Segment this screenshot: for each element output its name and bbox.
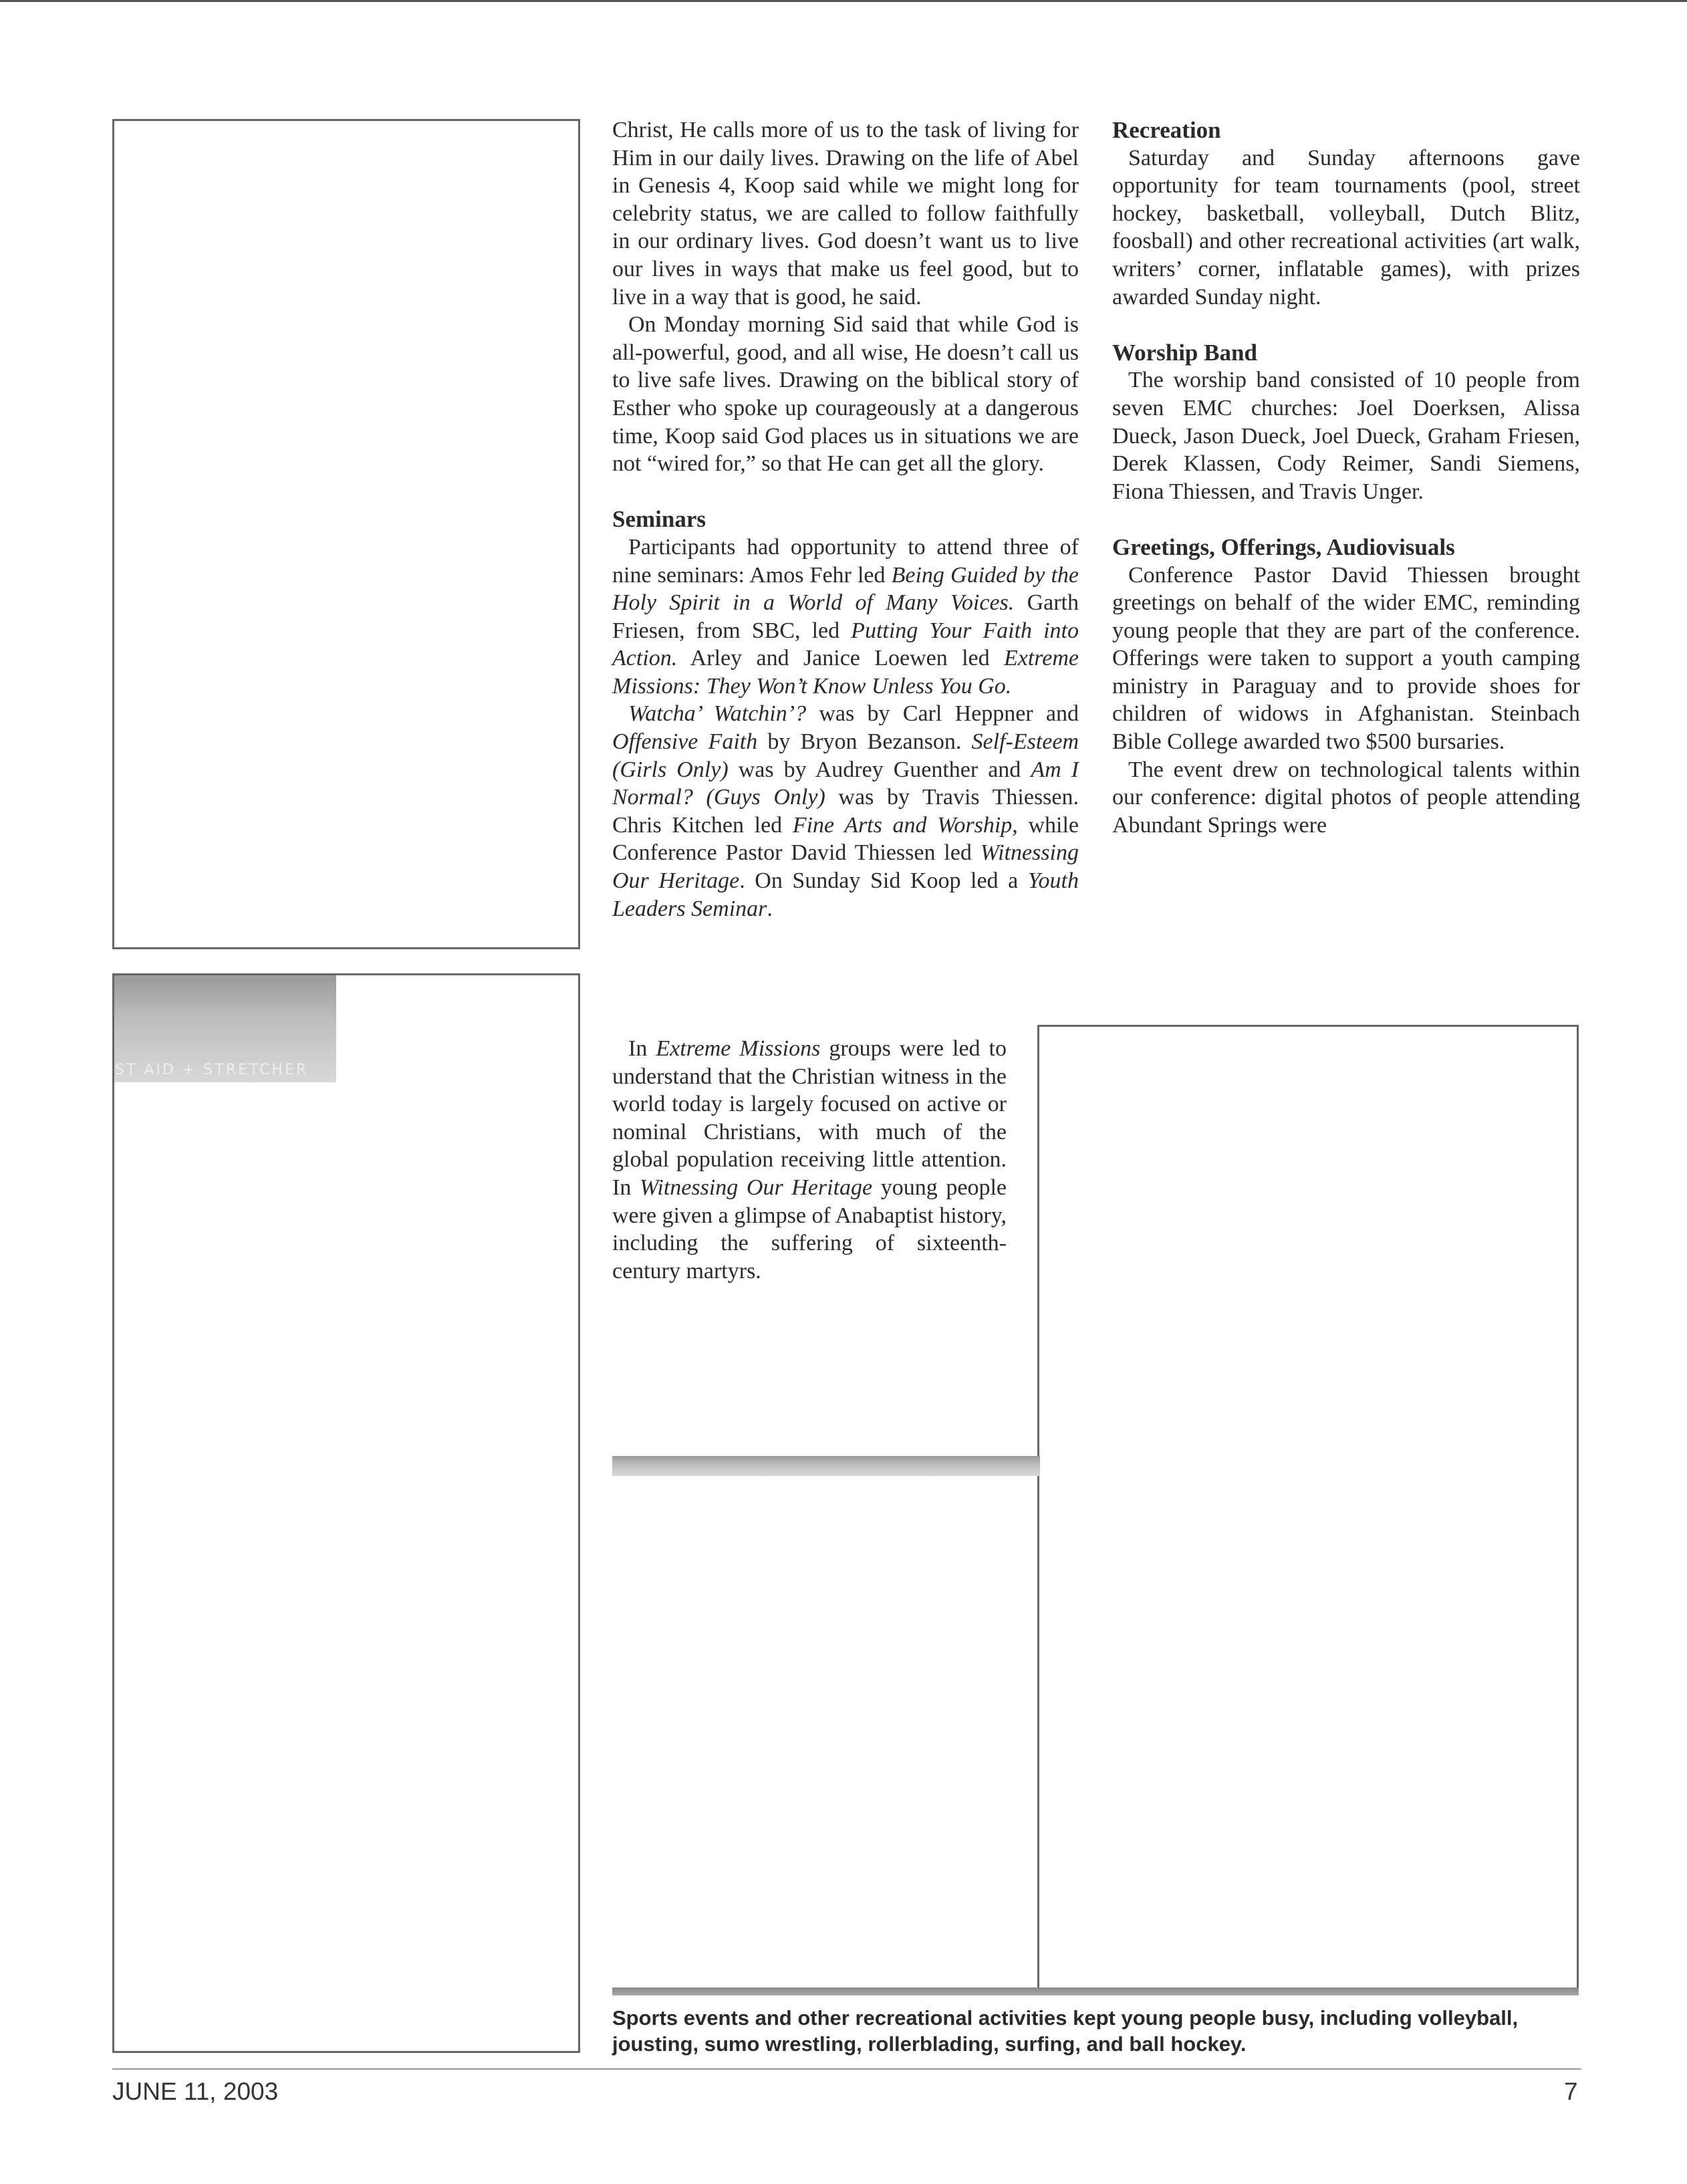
paragraph: Participants had opportunity to attend three of nine seminars: Amos Fehr led Being Guided by the Holy Spirit in a World of Many Voices. Garth Friesen, from SBC, led Putting Your Faith into Action. Arley and Janice Loewen led Extreme Missions: They Won’t Know Unless You Go. xyxy=(612,534,1079,699)
paragraph: Conference Pastor David Thiessen brought greetings on behalf of the wider EMC, reminding young people that they are part of the conference. Offerings were taken to support a youth camping ministry in Paraguay and to provide shoes for children of widows in Afghanistan. Steinbach Bible College awarded two $500 bursaries. xyxy=(1112,562,1580,755)
photo-caption: Sports events and other recreational activities kept young people busy, including volleyball, jousting, sumo wrestling, rollerblading, surfing, and ball hockey. xyxy=(612,2006,1519,2056)
photo-sign-text: ST AID + STRETCHER xyxy=(115,1062,309,1078)
paragraph: Saturday and Sunday afternoons gave opportunity for team tournaments (pool, street hockey, basketball, volleyball, Dutch Blitz, foosball) and other recreational activities (art walk, writers’ corner, inflatable games), with prizes awarded Sunday night. xyxy=(1112,145,1580,310)
top-edge-line xyxy=(0,0,1687,2)
paragraph: The event drew on technological talents within our conference: digital photos of people attending Abundant Springs were xyxy=(1112,757,1580,838)
article-column-middle-continued xyxy=(612,1035,1007,1285)
photo-frame-bottom-right xyxy=(1037,1025,1579,1995)
section-heading-greetings: Greetings, Offerings, Audiovisuals xyxy=(1112,533,1455,560)
article-column-right xyxy=(1112,116,1580,839)
photo-frame-bottom-left xyxy=(112,973,580,2053)
paragraph: The worship band consisted of 10 people from seven EMC churches: Joel Doerksen, Alissa Dueck, Jason Dueck, Joel Dueck, Graham Friesen, Derek Klassen, Cody Reimer, Sandi Siemens, Fiona Thiessen, and Travis Unger. xyxy=(1112,368,1580,504)
article-column-middle xyxy=(612,116,1079,923)
paragraph: On Monday morning Sid said that while God is all-powerful, good, and all wise, He doesn’t call us to live safe lives. Drawing on the biblical story of Esther who spoke up courageously at a dangerous time, Koop said God places us in situations we are not “wired for,” so that He can get all the glory. xyxy=(612,312,1079,477)
photo-frame-top-left xyxy=(112,119,580,949)
photo-bottom-edge xyxy=(612,1987,1579,1995)
section-heading-seminars: Seminars xyxy=(612,506,706,533)
section-heading-worship-band: Worship Band xyxy=(1112,339,1257,366)
paragraph: Watcha’ Watchin’? was by Carl Heppner and Offensive Faith by Bryon Bezanson. Self-Esteem (Girls Only) was by Audrey Guenther and Am I Normal? (Guys Only) was by Travis Thiessen. Chris Kitchen led Fine Arts and Worship, while Conference Pastor David Thiessen led Witnessing Our Heritage. On Sunday Sid Koop led a Youth Leaders Seminar. xyxy=(612,701,1079,921)
section-heading-recreation: Recreation xyxy=(1112,117,1221,143)
paragraph: Christ, He calls more of us to the task of living for Him in our daily lives. Drawing on the life of Abel in Genesis 4, Koop said while we might long for celebrity status, we are called to follow faithfully in our ordinary lives. God doesn’t want us to live our lives in ways that make us feel good, but to live in a way that is good, he said. xyxy=(612,118,1079,310)
paragraph: In Extreme Missions groups were led to understand that the Christian witness in the world today is largely focused on active or nominal Christians, with much of the global population receiving little attention. In Witnessing Our Heritage young people were given a glimpse of Anabaptist history, including the suffering of sixteenth-century martyrs. xyxy=(612,1036,1007,1284)
page-number: 7 xyxy=(1564,2078,1578,2105)
footer-date: JUNE 11, 2003 xyxy=(112,2078,279,2105)
photo-fragment-center xyxy=(612,1456,1040,1476)
footer-rule xyxy=(112,2068,1581,2070)
